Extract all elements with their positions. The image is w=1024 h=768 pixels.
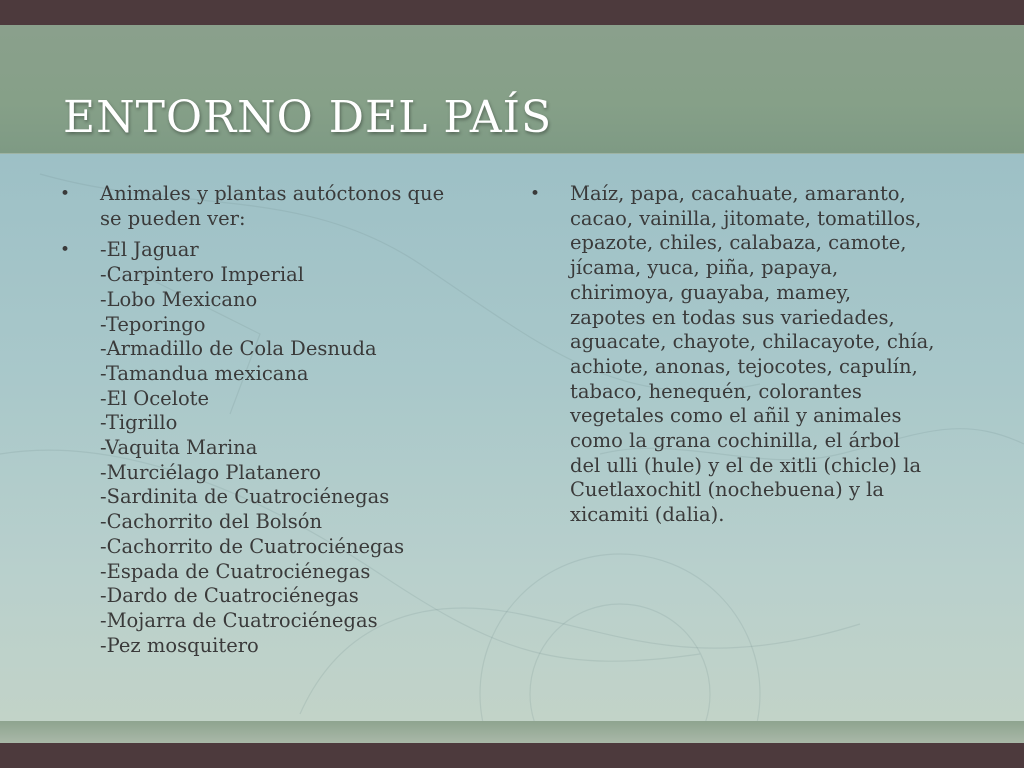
- animal-item: -Pez mosquitero: [100, 633, 259, 657]
- animal-item: -Sardinita de Cuatrociénegas: [100, 485, 390, 509]
- crops-line: del ulli (hule) y el de xitli (chicle) la: [570, 453, 922, 477]
- crops-line: como la grana cochinilla, el árbol: [570, 429, 901, 453]
- animal-item: -Tamandua mexicana: [100, 361, 309, 385]
- crops-line: xicamiti (dalia).: [570, 503, 725, 527]
- crops-line: jícama, yuca, piña, papaya,: [570, 256, 839, 280]
- bullet-icon: •: [530, 184, 541, 204]
- crops-line: aguacate, chayote, chilacayote, chía,: [570, 330, 935, 354]
- crops-line: tabaco, henequén, colorantes: [570, 379, 862, 403]
- intro-bullet-item: [60, 182, 500, 231]
- animal-item: -El Jaguar: [100, 238, 199, 262]
- slide-title: ENTORNO DEL PAÍS: [63, 92, 553, 143]
- left-column-list: [60, 182, 500, 665]
- crops-line: epazote, chiles, calabaza, camote,: [570, 231, 907, 255]
- right-column-list: [530, 182, 990, 535]
- intro-line: se pueden ver:: [100, 206, 246, 230]
- crops-line: vegetales como el añil y animales: [570, 404, 902, 428]
- crops-line: chirimoya, guayaba, mamey,: [570, 280, 852, 304]
- animal-item: -Vaquita Marina: [100, 436, 258, 460]
- intro-line: Animales y plantas autóctonos que: [100, 182, 445, 205]
- animal-item: -Cachorrito de Cuatrociénegas: [100, 534, 405, 558]
- animal-item: -Tigrillo: [100, 411, 178, 435]
- animal-item: -Murciélago Platanero: [100, 460, 322, 484]
- crops-bullet-item: [530, 182, 990, 528]
- animal-item: -El Ocelote: [100, 386, 210, 410]
- bullet-icon: •: [60, 184, 71, 204]
- crops-line: Maíz, papa, cacahuate, amaranto,: [570, 182, 906, 205]
- bottom-band: [0, 743, 1024, 768]
- crops-line: Cuetlaxochitl (nochebuena) y la: [570, 478, 885, 502]
- animal-item: -Mojarra de Cuatrociénegas: [100, 608, 378, 632]
- bottom-strip: [0, 721, 1024, 743]
- bullet-icon: •: [60, 240, 71, 261]
- crops-line: cacao, vainilla, jitomate, tomatillos,: [570, 206, 922, 230]
- animals-bullet-item: [60, 238, 500, 658]
- top-band: [0, 0, 1024, 25]
- crops-line: achiote, anonas, tejocotes, capulín,: [570, 354, 918, 378]
- animal-item: -Cachorrito del Bolsón: [100, 510, 323, 534]
- animal-item: -Espada de Cuatrociénegas: [100, 559, 371, 583]
- animal-item: -Lobo Mexicano: [100, 287, 258, 311]
- animal-item: -Carpintero Imperial: [100, 263, 305, 287]
- animal-item: -Armadillo de Cola Desnuda: [100, 337, 377, 361]
- crops-line: zapotes en todas sus variedades,: [570, 305, 895, 329]
- animal-item: -Dardo de Cuatrociénegas: [100, 584, 359, 608]
- animal-item: -Teporingo: [100, 312, 206, 336]
